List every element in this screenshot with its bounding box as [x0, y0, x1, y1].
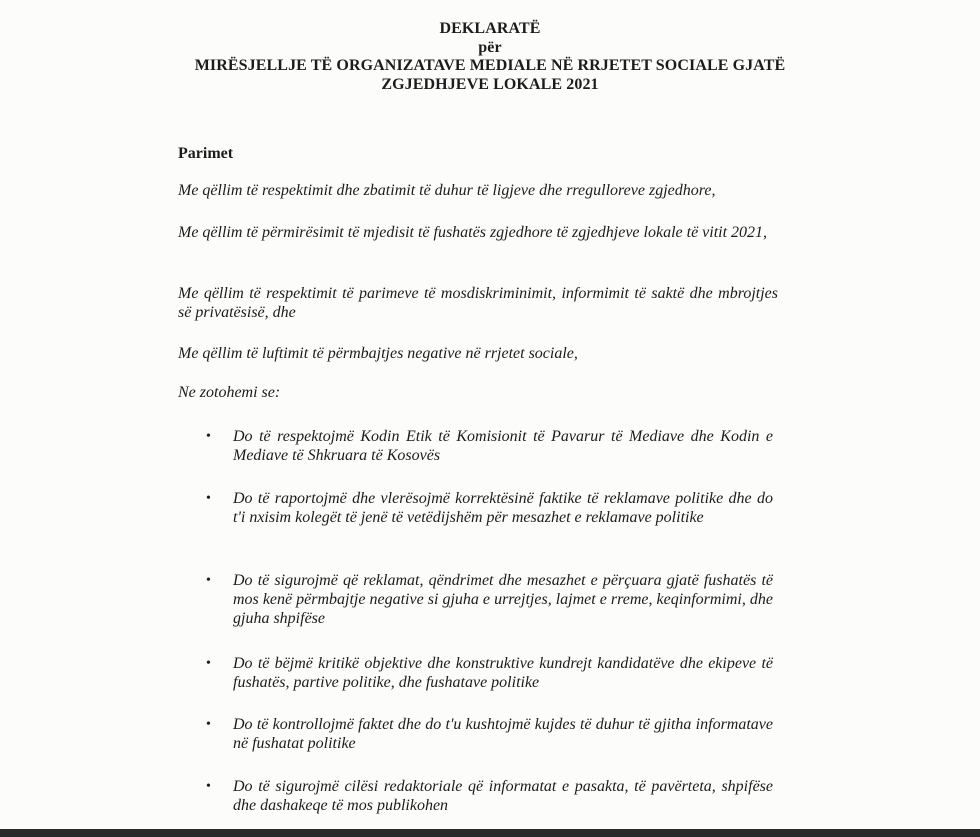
commitment-item-6: Do të sigurojmë cilësi redaktoriale që informatat e pasakta, të pavërteta, shpifëse dhe dashakeqe të mos publikohen	[233, 778, 773, 814]
commitment-item-2: Do të raportojmë dhe vlerësojmë korrektësinë faktike të reklamave politike dhe do t'i nxisim kolegët të jenë të vetëdijshëm për mesazhet e reklamave politike	[233, 490, 773, 526]
title-line-3: MIRËSJELLJE TË ORGANIZATAVE MEDIALE NË RRJETET SOCIALE GJATË	[194, 57, 786, 74]
commitment-item-4: Do të bëjmë kritikë objektive dhe konstruktive kundrejt kandidatëve dhe ekipeve të fushatës, partive politike, dhe fushatave politike	[233, 655, 773, 691]
preamble-paragraph-3: Me qëllim të respektimit të parimeve të mosdiskriminimit, informimit të saktë dhe mbrojtjes së privatësisë, dhe	[178, 285, 778, 321]
title-line-2: për	[478, 38, 502, 56]
bullet-icon: •	[206, 573, 211, 588]
pledge-intro: Ne zotohemi se:	[178, 384, 281, 401]
preamble-paragraph-1: Me qëllim të respektimit dhe zbatimit të duhur të ligjeve dhe rregulloreve zgjedhore,	[178, 182, 716, 199]
bullet-icon: •	[206, 656, 211, 671]
bullet-icon: •	[206, 717, 211, 732]
bullet-icon: •	[206, 491, 211, 506]
title-line-4: ZGJEDHJEVE LOKALE 2021	[381, 75, 599, 93]
commitment-item-5: Do të kontrollojmë faktet dhe do t'u kushtojmë kujdes të duhur të gjitha informatave në fushatat politike	[233, 716, 773, 752]
commitment-item-3: Do të sigurojmë që reklamat, qëndrimet dhe mesazhet e përçuara gjatë fushatës të mos kenë përmbajtje negative si gjuha e urrejtjes, lajmet e rreme, keqinformimi, dhe gjuha shpifëse	[233, 572, 773, 627]
commitment-item-1: Do të respektojmë Kodin Etik të Komisionit të Pavarur të Mediave dhe Kodin e Mediave të Shkruara të Kosovës	[233, 428, 773, 464]
declaration-title	[0, 20, 980, 94]
preamble-paragraph-4: Me qëllim të luftimit të përmbajtjes negative në rrjetet sociale,	[178, 345, 578, 362]
bullet-icon: •	[206, 779, 211, 794]
section-heading: Parimet	[178, 145, 234, 162]
title-line-1: DEKLARATË	[439, 20, 541, 37]
bottom-border	[0, 829, 980, 837]
preamble-paragraph-2: Me qëllim të përmirësimit të mjedisit të fushatës zgjedhore të zgjedhjeve lokale të vitit 2021,	[178, 224, 768, 241]
bullet-icon: •	[206, 429, 211, 444]
